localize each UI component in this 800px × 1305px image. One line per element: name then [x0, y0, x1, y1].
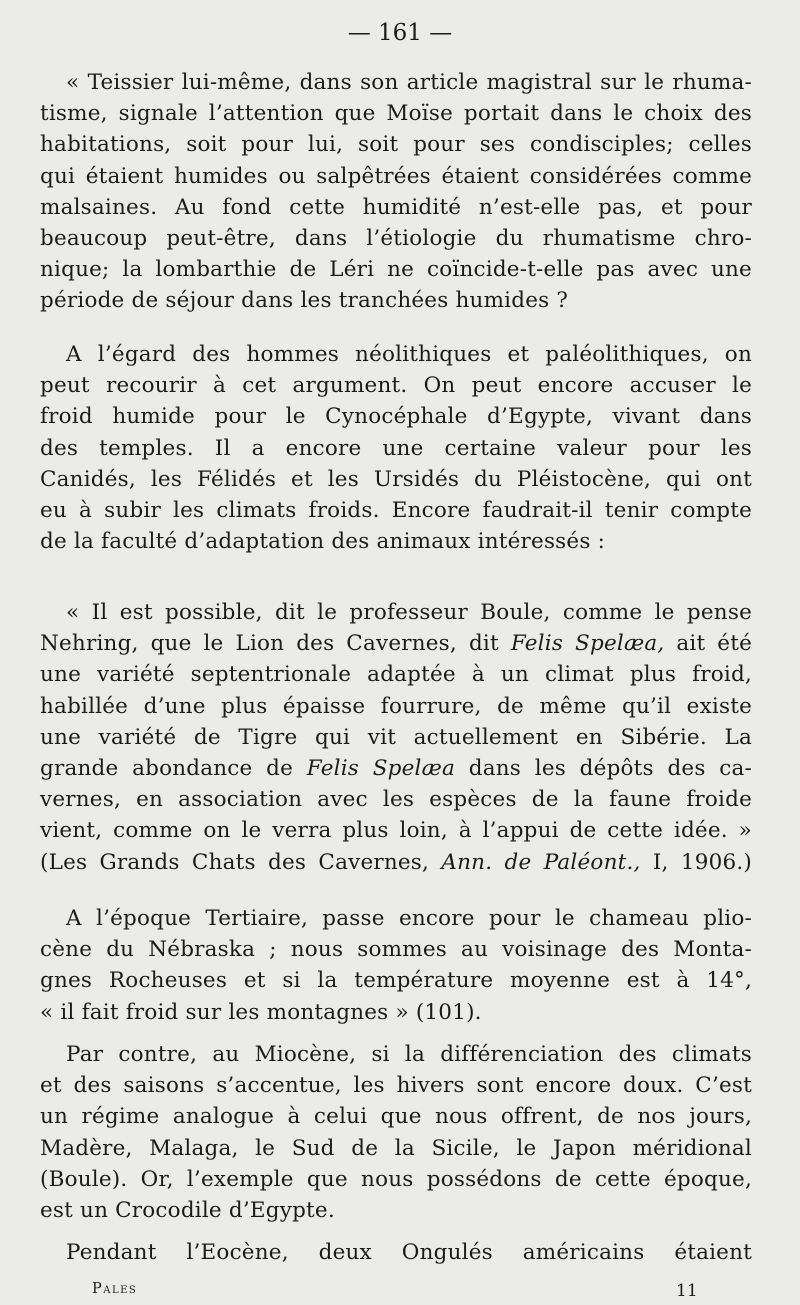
text-line: une variété de Tigre qui vit actuellement en Sibérie. La — [40, 724, 752, 750]
paragraph-teissier-quote — [40, 67, 752, 317]
journal-title-italic: Ann. de Paléont., — [441, 849, 641, 875]
text-line: vernes, en association avec les espèces de la faune froide — [40, 787, 752, 813]
text-line: vient, comme on le verra plus loin, à l’appui de cette idée. » — [40, 818, 752, 844]
page-number: — 161 — — [347, 20, 453, 46]
text-line: (Boule). Or, l’exemple que nous possédons de cette époque, — [40, 1166, 752, 1192]
text-line: nique; la lombarthie de Léri ne coïncide-t-elle pas avec une — [40, 257, 752, 283]
paragraph-boule-quote — [40, 597, 752, 878]
text-line: de la faculté d’adaptation des animaux intéressés : — [40, 529, 606, 555]
text-line: « Teissier lui-même, dans son article magistral sur le rhuma- — [66, 70, 752, 95]
footer-signature-number: 11 — [676, 1281, 698, 1301]
text-line: Par contre, au Miocène, si la différenciation des climats — [66, 1042, 752, 1067]
text-line — [40, 847, 752, 878]
text-line: Madère, Malaga, le Sud de la Sicile, le Japon méridional — [40, 1135, 752, 1161]
text-line: beaucoup peut-être, dans l’étiologie du rhumatisme chro- — [40, 226, 752, 252]
species-name-italic: Felis Spelæa — [306, 756, 456, 782]
text-line: des temples. Il a encore une certaine valeur pour les — [40, 435, 752, 461]
text-line: « il fait froid sur les montagnes » (101). — [40, 999, 482, 1025]
text-line: peut recourir à cet argument. On peut encore accuser le — [40, 373, 752, 399]
text-line: qui étaient humides ou salpêtrées étaient considérées comme — [40, 163, 752, 189]
text-line: est un Crocodile d’Egypte. — [40, 1198, 335, 1224]
text-line — [40, 628, 752, 659]
text-line: Pendant l’Eocène, deux Ongulés américains étaient — [66, 1240, 752, 1265]
text-line: un régime analogue à celui que nous offrent, de nos jours, — [40, 1104, 752, 1130]
text-line: eu à subir les climats froids. Encore faudrait-il tenir compte — [40, 498, 752, 524]
text-segment: dans les dépôts des ca- — [455, 756, 753, 782]
text-segment: I, 1906.) — [640, 849, 752, 875]
text-line: une variété septentrionale adaptée à un climat plus froid, — [40, 662, 752, 688]
text-line: gnes Rocheuses et si la température moyenne est à 14°, — [40, 968, 752, 994]
text-segment: ait été — [664, 631, 752, 657]
text-segment: Nehring, que le Lion des Cavernes, dit — [40, 631, 511, 657]
text-line: et des saisons s’accentue, les hivers sont encore doux. C’est — [40, 1073, 752, 1099]
paragraph-miocene — [40, 1039, 752, 1226]
text-segment: grande abondance de — [40, 756, 307, 782]
paragraph-tertiary — [40, 903, 752, 1028]
paragraph-neolithic — [40, 339, 752, 557]
text-line: froid humide pour le Cynocéphale d’Egypte, vivant dans — [40, 404, 752, 430]
paragraph-eocene — [40, 1237, 752, 1268]
species-name-italic: Felis Spelæa, — [510, 631, 665, 657]
text-line: « Il est possible, dit le professeur Boule, comme le pense — [66, 600, 752, 625]
footer-author: Pales — [92, 1281, 138, 1297]
text-line: cène du Nébraska ; nous sommes au voisinage des Monta- — [40, 937, 752, 963]
text-line: habitations, soit pour lui, soit pour ses condisciples; celles — [40, 132, 752, 158]
text-line: A l’époque Tertiaire, passe encore pour le chameau plio- — [66, 906, 752, 931]
text-line: Canidés, les Félidés et les Ursidés du Pléistocène, qui ont — [40, 466, 752, 492]
text-line: A l’égard des hommes néolithiques et paléolithiques, on — [66, 342, 752, 367]
text-segment: (Les Grands Chats des Cavernes, — [40, 849, 442, 875]
text-line: habillée d’une plus épaisse fourrure, de même qu’il existe — [40, 693, 752, 719]
text-line: période de séjour dans les tranchées humides ? — [40, 288, 569, 314]
text-line: tisme, signale l’attention que Moïse portait dans le choix des — [40, 101, 752, 127]
text-line: malsaines. Au fond cette humidité n’est-elle pas, et pour — [40, 194, 752, 220]
text-line — [40, 753, 752, 784]
